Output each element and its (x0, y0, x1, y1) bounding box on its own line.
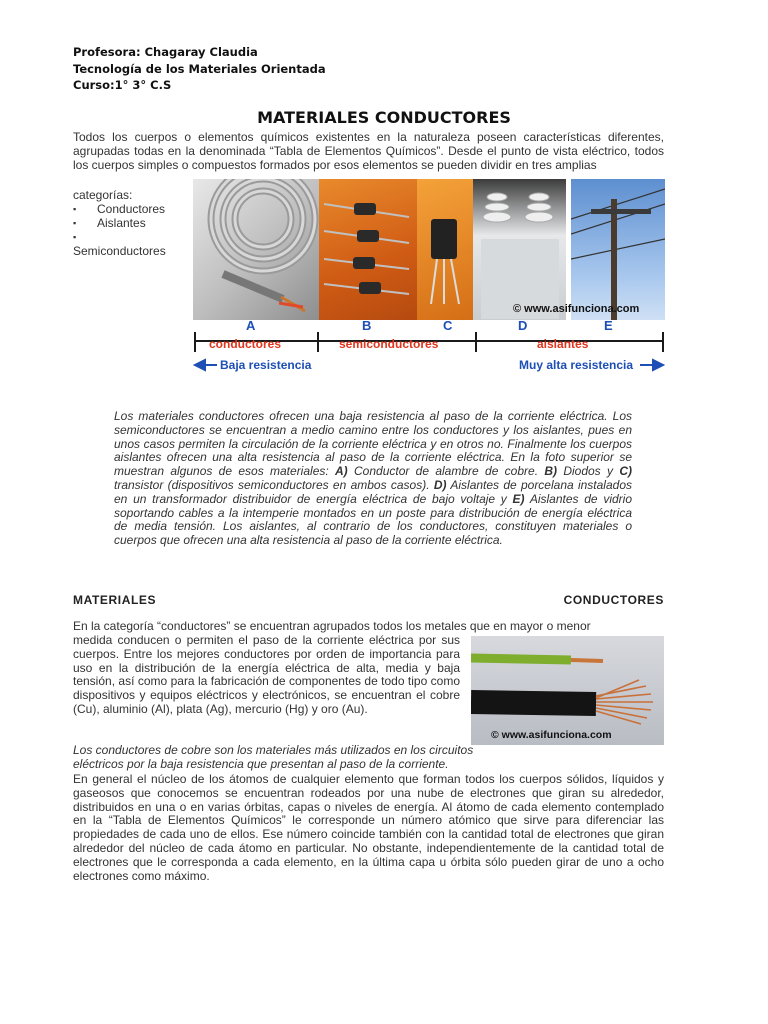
group-aislantes: aislantes (537, 337, 589, 351)
course-line: Curso:1° 3° C.S (73, 78, 172, 92)
document-header (73, 44, 326, 94)
section-heading-right: CONDUCTORES (563, 593, 664, 607)
porcelain-insulators-photo (473, 179, 566, 320)
wire-watermark: © www.asifunciona.com (491, 729, 612, 741)
materials-figure (193, 179, 665, 377)
copper-note: Los conductores de cobre son los materiales más utilizados en los circuitos eléctricos por la baja resistencia que presentan al paso de la corriente. (73, 743, 474, 771)
label-c: C (443, 318, 453, 333)
label-d: D (518, 318, 528, 333)
resistance-scale (193, 320, 665, 377)
bullet-icon: ▪ (73, 204, 77, 214)
label-b: B (362, 318, 372, 333)
conductors-paragraph: medida conducen o permiten el paso de la corriente eléctrica por sus cuerpos. Entre los mejores conductores por orden de importancia para uso en la distribución de la energía eléctrica de alta, media y baja tensión, así como para la fabricación de componentes de todo tipo como dispositivos y equipos eléctricos y electrónicos, se encuentran el cobre (Cu), aluminio (Al), plata (Ag), mercurio (Hg) y oro (Au). (73, 633, 460, 716)
materials-photos (193, 179, 571, 320)
list-item: Semiconductores (73, 244, 166, 258)
teacher-line: Profesora: Chagaray Claudia (73, 45, 258, 59)
subject-line: Tecnología de los Materiales Orientada (73, 61, 326, 76)
glass-insulators-photo (571, 179, 665, 320)
label-e: E (604, 318, 613, 333)
group-semiconductores: semiconductores (339, 337, 439, 351)
category-list (73, 188, 166, 258)
group-conductores: conductores (209, 337, 282, 351)
page-title: MATERIALES CONDUCTORES (257, 108, 511, 127)
list-item: ▪ Aislantes (73, 216, 146, 230)
copper-wire-photo (471, 636, 664, 745)
category-lead: categorías: (73, 188, 133, 202)
atoms-paragraph: En general el núcleo de los átomos de cualquier elemento que forman todos los cuerpos sólidos, líquidos y gaseosos que conocemos se encuentran rodeados por una nube de electrones que giran su alrededor, distribuidos en una o en varias órbitas, capas o niveles de energía. Al átomo de cada elemento contemplado en la “Tabla de Elementos Químicos” le corresponde un número atómico que sirve para diferenciar las propiedades de cada uno de ellos. Ese número coincide también con la cantidad total de electrones que giran alrededor del núcleo de cada átomo en particular. No obstante, independientemente de la cantidad total de electrones que le corresponda a cada elemento, en la última capa u órbita sólo pueden girar de uno a ocho electrones como máximo. (73, 772, 664, 883)
label-a: A (246, 318, 256, 333)
cable-photo (193, 179, 319, 320)
figure-watermark: © www.asifunciona.com (513, 303, 640, 315)
low-resistance-label: Baja resistencia (220, 358, 312, 372)
bullet-icon: ▪ (73, 218, 77, 228)
transistor-photo (417, 179, 473, 320)
figure-caption: Los materiales conductores ofrecen una baja resistencia al paso de la corriente eléctrica. Los semiconductores se encuentran a medio camino entre los conductores y los aislantes, pues en unos casos permiten la circulación de la corriente eléctrica y en otros no. Finalmente los cuerpos aislantes ofrecen una alta resistencia al paso de la corriente eléctrica. En la foto superior se muestran algunos de esos materiales: A) Conductor de alambre de cobre. B) Diodos y C) transistor (dispositivos semiconductores en ambos casos). D) Aislantes de porcelana instalados en un transformador distribuidor de energía eléctrica de bajo voltaje y E) Aislantes de vidrio soportando cables a la intemperie montados en un poste para distribución de energía eléctrica de media tensión. Los aislantes, al contrario de los conductores, constituyen materiales o cuerpos que ofrecen una alta resistencia al paso de la corriente eléctrica. (114, 409, 632, 548)
list-item (73, 230, 166, 244)
diodes-photo (319, 179, 417, 320)
high-resistance-label: Muy alta resistencia (519, 358, 634, 372)
bullet-icon: ▪ (73, 232, 77, 242)
intro-paragraph: Todos los cuerpos o elementos químicos existentes en la naturaleza poseen características diferentes, agrupadas todas en la denominada “Tabla de Elementos Químicos”. Desde el punto de vista eléctrico, todos los cuerpos simples o compuestos formados por esos elementos se pueden dividir en tres amplias (73, 130, 664, 172)
section-heading-left: MATERIALES (73, 593, 157, 607)
conductors-paragraph-first-line: En la categoría “conductores” se encuentran agrupados todos los metales que en mayor o menor (73, 619, 591, 633)
list-item: ▪ Conductores (73, 202, 166, 216)
